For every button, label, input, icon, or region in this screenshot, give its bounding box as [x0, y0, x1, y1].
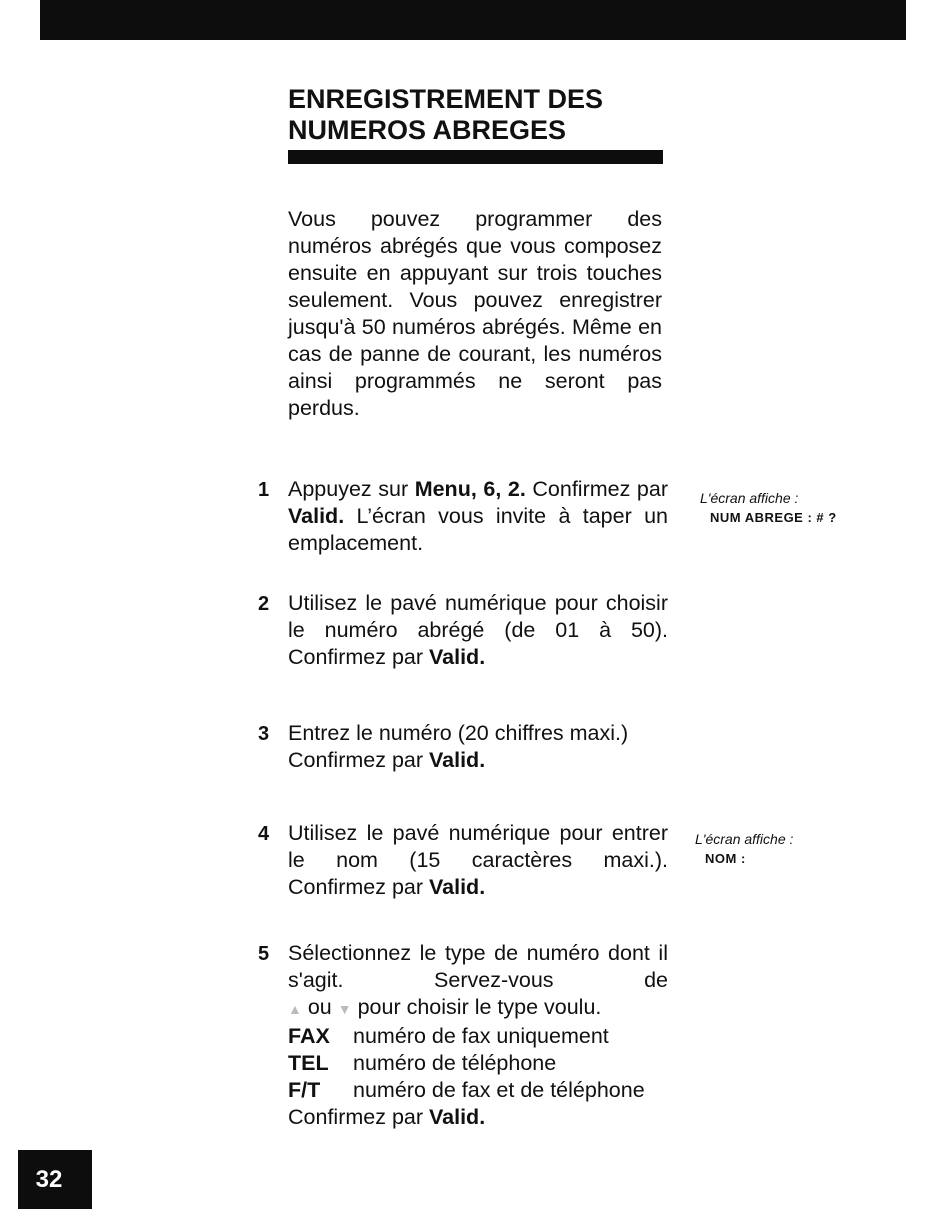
- step-number: 1: [258, 479, 270, 501]
- option-desc: numéro de téléphone: [353, 1051, 557, 1075]
- step-text-part: Utilisez le pavé numérique pour entrer le nom (15 caractères maxi.). Confirmez par: [288, 821, 668, 899]
- step-text: [288, 940, 668, 1131]
- step-4: [258, 820, 668, 901]
- step-5: [258, 940, 668, 1131]
- option-row: [288, 1077, 668, 1104]
- option-row: [288, 1023, 668, 1050]
- intro-paragraph: Vous pouvez programmer des numéros abrégés que vous composez ensuite en appuyant sur trois touches seulement. Vous pouvez enregistrer jusqu'à 50 numéros abrégés. Même en cas de panne de courant, les numéros ainsi programmés ne seront pas perdus.: [288, 207, 662, 420]
- step-number: 5: [258, 943, 270, 965]
- arrow-up-icon: ▲: [288, 1001, 302, 1017]
- screen-note-2: [695, 829, 793, 869]
- step-text-part: Utilisez le pavé numérique pour choisir le numéro abrégé (de 01 à 50). Confirmez par: [288, 591, 668, 669]
- step-2: [258, 590, 668, 671]
- option-row: [288, 1050, 668, 1077]
- page-number: 32: [35, 1166, 63, 1193]
- option-desc: numéro de fax et de téléphone: [353, 1078, 645, 1102]
- valid-key-label: Valid.: [429, 645, 486, 669]
- top-bar: [40, 0, 906, 40]
- step-text: [288, 720, 668, 774]
- step-1: [258, 476, 668, 557]
- step-number: 3: [258, 723, 270, 745]
- option-code: TEL: [288, 1051, 329, 1075]
- step-text: [288, 820, 668, 901]
- screen-value: NOM :: [705, 851, 746, 866]
- arrow-keys-line: [288, 994, 668, 1023]
- valid-key-label: Valid.: [429, 1105, 486, 1129]
- option-desc: numéro de fax uniquement: [353, 1024, 609, 1048]
- screen-label: L'écran affiche :: [695, 831, 794, 847]
- step-number: 2: [258, 593, 270, 615]
- valid-key-label: Valid.: [288, 504, 345, 528]
- menu-key-label: Menu, 6, 2.: [414, 477, 526, 501]
- step-number: 4: [258, 823, 270, 845]
- page-number-box: [18, 1150, 92, 1209]
- step-text-part: pour choisir le type voulu.: [357, 995, 602, 1019]
- screen-value: NUM ABREGE : # ?: [710, 510, 837, 525]
- step-3: [258, 720, 668, 774]
- arrow-down-icon: ▼: [337, 1001, 352, 1017]
- step-text: [288, 590, 668, 671]
- step-text-part: Sélectionnez le type de numéro dont il s'agit. Servez-vous de: [288, 941, 668, 992]
- page-title: [288, 84, 688, 146]
- title-line-1: ENREGISTREMENT DES: [288, 84, 604, 114]
- step-text: [288, 476, 668, 557]
- step-text-part: Entrez le numéro (20 chiffres maxi.) Confirmez par: [288, 721, 629, 772]
- step-text-part: Appuyez sur: [288, 477, 415, 501]
- valid-key-label: Valid.: [429, 748, 486, 772]
- valid-key-label: Valid.: [429, 875, 486, 899]
- title-line-2: NUMEROS ABREGES: [288, 115, 567, 145]
- screen-note-1: [700, 488, 837, 528]
- screen-label: L'écran affiche :: [700, 490, 799, 506]
- option-code: F/T: [288, 1078, 321, 1102]
- step-text-part: Confirmez par: [525, 477, 668, 501]
- or-word: ou: [307, 995, 332, 1019]
- step-text-part: L’écran vous invite à taper un emplacement.: [288, 504, 668, 555]
- step-text-part: Confirmez par: [288, 1105, 429, 1129]
- title-rule: [288, 150, 663, 164]
- confirm-line: [288, 1104, 668, 1131]
- option-code: FAX: [288, 1024, 330, 1048]
